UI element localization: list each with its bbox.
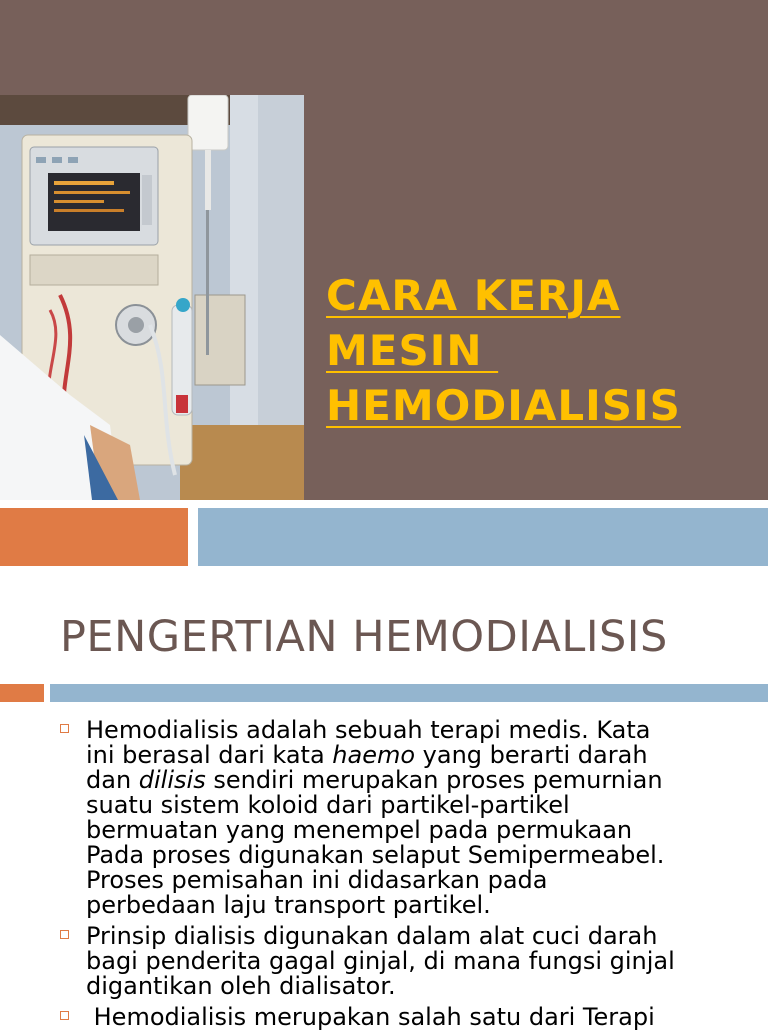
slide-title <box>326 268 756 433</box>
bullet-line: Hemodialisis merupakan salah satu dari Terapi <box>86 1003 655 1031</box>
bullet-line: bagi penderita gagal ginjal, di mana fungsi ginjal <box>86 947 675 975</box>
title-slide <box>0 0 768 500</box>
bullet-line: Prinsip dialisis digunakan dalam alat cuci darah <box>86 922 658 950</box>
orange-accent-band <box>0 508 188 566</box>
bullet-item <box>58 924 748 999</box>
title-line: HEMODIALISIS <box>326 381 681 430</box>
bullet-item <box>58 718 748 918</box>
title-line: MESIN <box>326 326 499 375</box>
bullet-line: bermuatan yang menempel pada permukaan <box>86 816 633 844</box>
bullet-line: digantikan oleh dialisator. <box>86 972 396 1000</box>
square-bullet-icon <box>60 1011 69 1020</box>
blue-accent-band <box>198 508 768 566</box>
bullet-line: Proses pemisahan ini didasarkan pada <box>86 866 548 894</box>
bullet-list <box>58 718 748 1036</box>
bullet-line: ini berasal dari kata haemo yang berarti darah <box>86 741 648 769</box>
bullet-line: suatu sistem koloid dari partikel-partikel <box>86 791 570 819</box>
bullet-line: perbedaan laju transport partikel. <box>86 891 491 919</box>
hemodialysis-machine-photo <box>0 95 304 500</box>
bullet-line: Hemodialisis adalah sebuah terapi medis. Kata <box>86 716 651 744</box>
orange-accent-bar <box>0 684 44 702</box>
section-heading: PENGERTIAN HEMODIALISIS <box>60 612 668 662</box>
square-bullet-icon <box>60 930 69 939</box>
square-bullet-icon <box>60 724 69 733</box>
bullet-line: dan dilisis sendiri merupakan proses pemurnian <box>86 766 663 794</box>
title-line: CARA KERJA <box>326 271 621 320</box>
bullet-item <box>58 1005 748 1030</box>
blue-accent-bar <box>50 684 768 702</box>
bullet-line: Pada proses digunakan selaput Semipermeabel. <box>86 841 665 869</box>
